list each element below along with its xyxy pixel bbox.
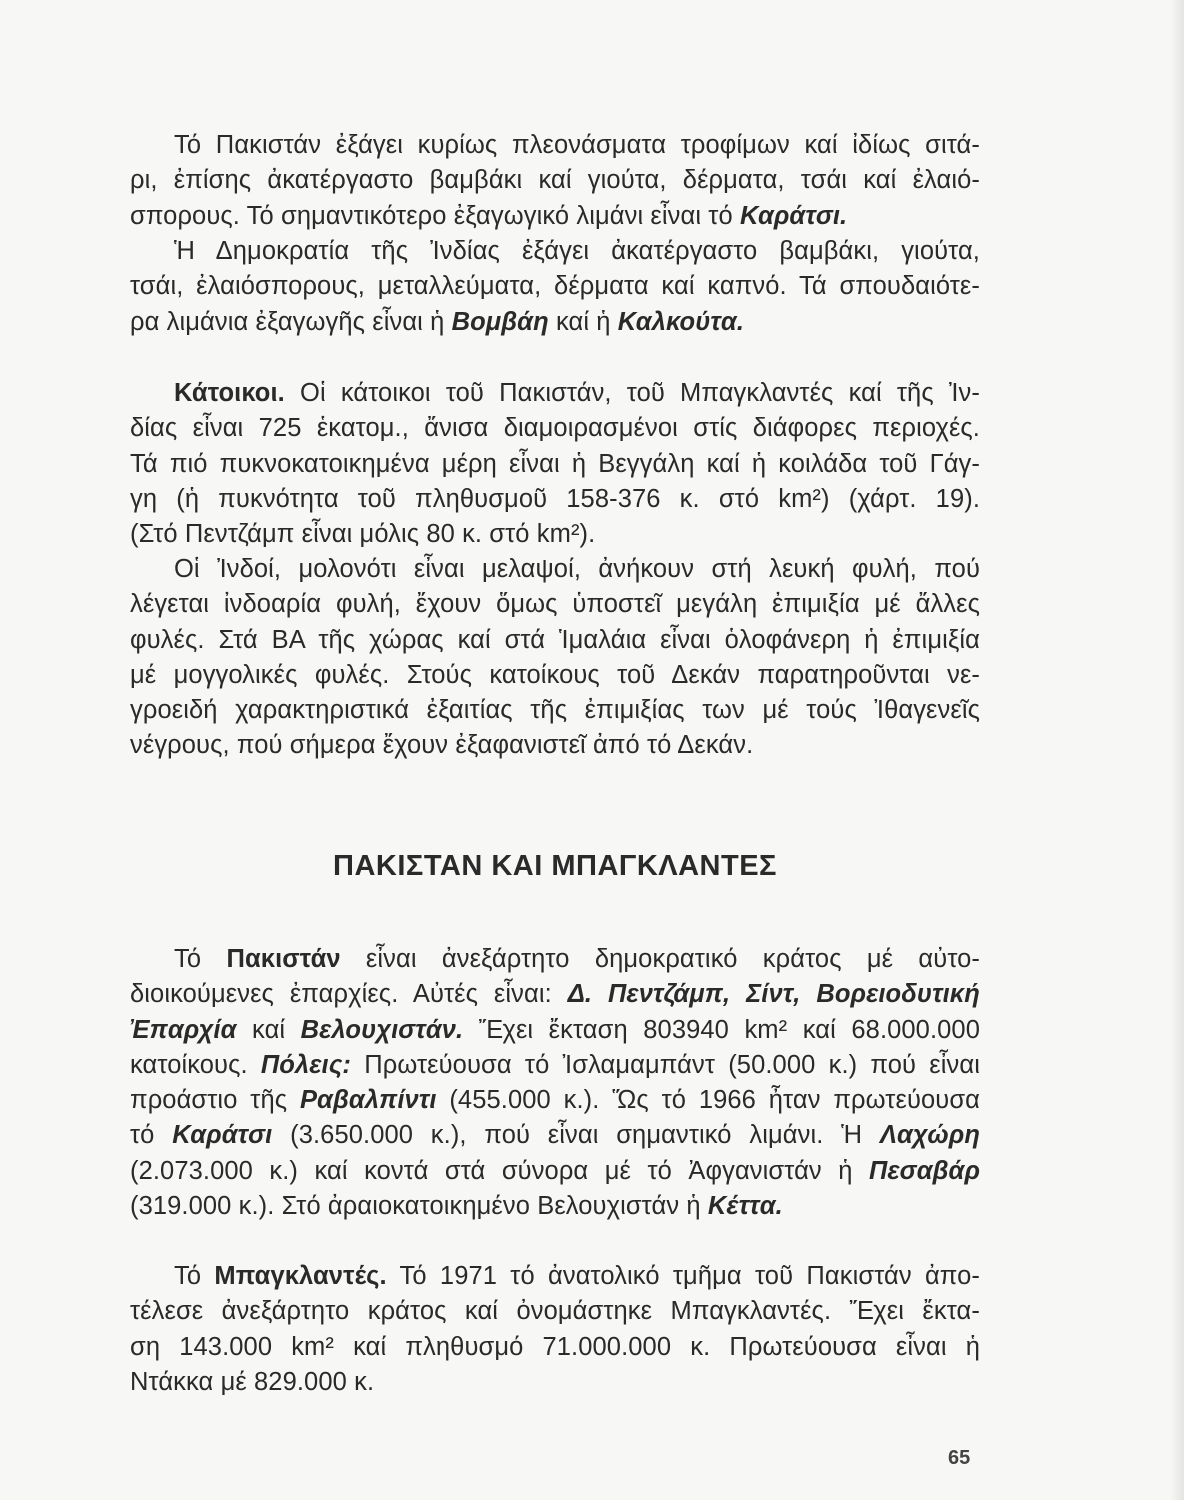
paragraph-races (130, 552, 980, 764)
bold-term: Πόλεις: (260, 1050, 352, 1079)
text-line: Τό Πακιστάν ἐξάγει κυρίως πλεονάσματα τροφίμων καί ἰδίως σιτά- (174, 131, 980, 159)
text-line: (319.000 κ.). Στό ἀραιοκατοικημένο Βελουχιστάν ἡ Κέττα. (130, 1192, 783, 1221)
paragraph-exports-pakistan (130, 128, 980, 234)
text-line: σπορους. Τό σημαντικότερο ἐξαγωγικό λιμάνι εἶναι τό Καράτσι. (130, 201, 848, 230)
text-line: τσάι, ἐλαιόσπορους, μεταλλεύματα, δέρματα καί καπνό. Τά σπουδαιότε- (130, 272, 980, 301)
bold-term: Πεσαβάρ (868, 1156, 980, 1185)
text-line: κατοίκους. Πόλεις: Πρωτεύουσα τό Ἰσλαμαμπάντ (50.000 κ.) πού εἶναι (130, 1050, 980, 1079)
text-line: Τό Μπαγκλαντές. Τό 1971 τό ἀνατολικό τμῆμα τοῦ Πακιστάν ἀπο- (174, 1262, 981, 1290)
text-line: φυλές. Στά ΒΑ τῆς χώρας καί στά Ἱμαλάια εἶναι ὁλοφάνερη ἡ ἐπιμιξία (130, 625, 980, 654)
bold-term: Καλκούτα. (617, 307, 745, 336)
text-line: ρι, ἐπίσης ἀκατέργαστο βαμβάκι καί γιούτα, δέρματα, τσάι καί ἐλαιό- (130, 166, 980, 195)
text-line: Ντάκκα μέ 829.000 κ. (130, 1367, 375, 1396)
text-line: γροειδή χαρακτηριστικά ἐξαιτίας τῆς ἐπιμιξίας των μέ τούς Ἰθαγενεῖς (130, 696, 980, 725)
text-line: διοικούμενες ἐπαρχίες. Αὐτές εἶναι: Δ. Πεντζάμπ, Σίντ, Βορειοδυτική (130, 980, 980, 1009)
section-label: Κάτοικοι. (174, 379, 285, 407)
page-number: 65 (948, 1447, 971, 1469)
text-line: Κάτοικοι. Οἱ κάτοικοι τοῦ Πακιστάν, τοῦ Μπαγκλαντές καί τῆς Ἰν- (174, 379, 980, 407)
text-line: Ἡ Δημοκρατία τῆς Ἰνδίας ἐξάγει ἀκατέργαστο βαμβάκι, γιούτα, (174, 237, 980, 265)
paragraph-exports-india (130, 234, 980, 340)
text-line: προάστιο τῆς Ραβαλπίντι (455.000 κ.). Ὥς τό 1966 ἦταν πρωτεύουσα (130, 1086, 980, 1115)
text-line: λέγεται ἰνδοαρία φυλή, ἔχουν ὅμως ὑποστεῖ μεγάλη ἐπιμιξία μέ ἄλλες (130, 590, 980, 619)
bold-term: Ραβαλπίντι (299, 1086, 437, 1115)
text-line: τό Καράτσι (3.650.000 κ.), πού εἶναι σημαντικό λιμάνι. Ἡ Λαχώρη (130, 1121, 980, 1150)
text-line: νέγρους, πού σήμερα ἔχουν ἐξαφανιστεῖ ἀπό τό Δεκάν. (130, 731, 754, 760)
paragraph-inhabitants (130, 376, 980, 552)
text-line: ση 143.000 km² καί πληθυσμό 71.000.000 κ. Πρωτεύουσα εἶναι ἡ (130, 1332, 980, 1361)
text-line: γη (ἡ πυκνότητα τοῦ πληθυσμοῦ 158-376 κ. στό km²) (χάρτ. 19). (130, 484, 980, 513)
paragraph-pakistan (130, 942, 980, 1224)
page-edge-shadow (1170, 0, 1184, 1500)
bold-term: Καράτσι (172, 1121, 273, 1150)
text-line: Ἐπαρχία καί Βελουχιστάν. Ἔχει ἔκταση 803940 km² καί 68.000.000 (130, 1015, 980, 1044)
paragraph-bangladesh (130, 1259, 980, 1400)
bold-term: Βομβάη (451, 307, 549, 336)
bold-term: Ἐπαρχία (130, 1015, 237, 1044)
text-line: δίας εἶναι 725 ἑκατομ., ἄνισα διαμοιρασμένοι στίς διάφορες περιοχές. (130, 414, 980, 443)
text-line: τέλεσε ἀνεξάρτητο κράτος καί ὀνομάστηκε Μπαγκλαντές. Ἔχει ἔκτα- (130, 1297, 980, 1326)
text-line: Τό Πακιστάν εἶναι ἀνεξάρτητο δημοκρατικό κράτος μέ αὐτο- (174, 945, 981, 973)
text-line: (Στό Πεντζάμπ εἶναι μόλις 80 κ. στό km²). (130, 520, 596, 549)
text-line: Τά πιό πυκνοκατοικημένα μέρη εἶναι ἡ Βεγγάλη καί ἡ κοιλάδα τοῦ Γάγ- (130, 449, 980, 478)
bold-term: Πακιστάν (226, 945, 341, 973)
text-line: (2.073.000 κ.) καί κοντά στά σύνορα μέ τό Ἀφγανιστάν ἡ Πεσαβάρ (130, 1156, 980, 1185)
bold-term: Καράτσι. (739, 201, 848, 230)
bold-term: Λαχώρη (879, 1121, 980, 1150)
bold-term: Βελουχιστάν. (300, 1015, 464, 1044)
text-line: μέ μογγολικές φυλές. Στούς κατοίκους τοῦ Δεκάν παρατηροῦνται νε- (130, 660, 980, 689)
text-line: ρα λιμάνια ἐξαγωγῆς εἶναι ἡ Βομβάη καί ἡ Καλκούτα. (130, 307, 745, 336)
bold-term: Δ. Πεντζάμπ, Σίντ, Βορειοδυτική (567, 980, 980, 1009)
bold-term: Κέττα. (707, 1192, 783, 1221)
bold-term: Μπαγκλαντές. (214, 1262, 387, 1290)
section-heading: ΠΑΚΙΣΤΑΝ ΚΑΙ ΜΠΑΓΚΛΑΝΤΕΣ (333, 850, 777, 882)
text-line: Οἱ Ἰνδοί, μολονότι εἶναι μελαψοί, ἀνήκουν στή λευκή φυλή, πού (174, 555, 980, 583)
